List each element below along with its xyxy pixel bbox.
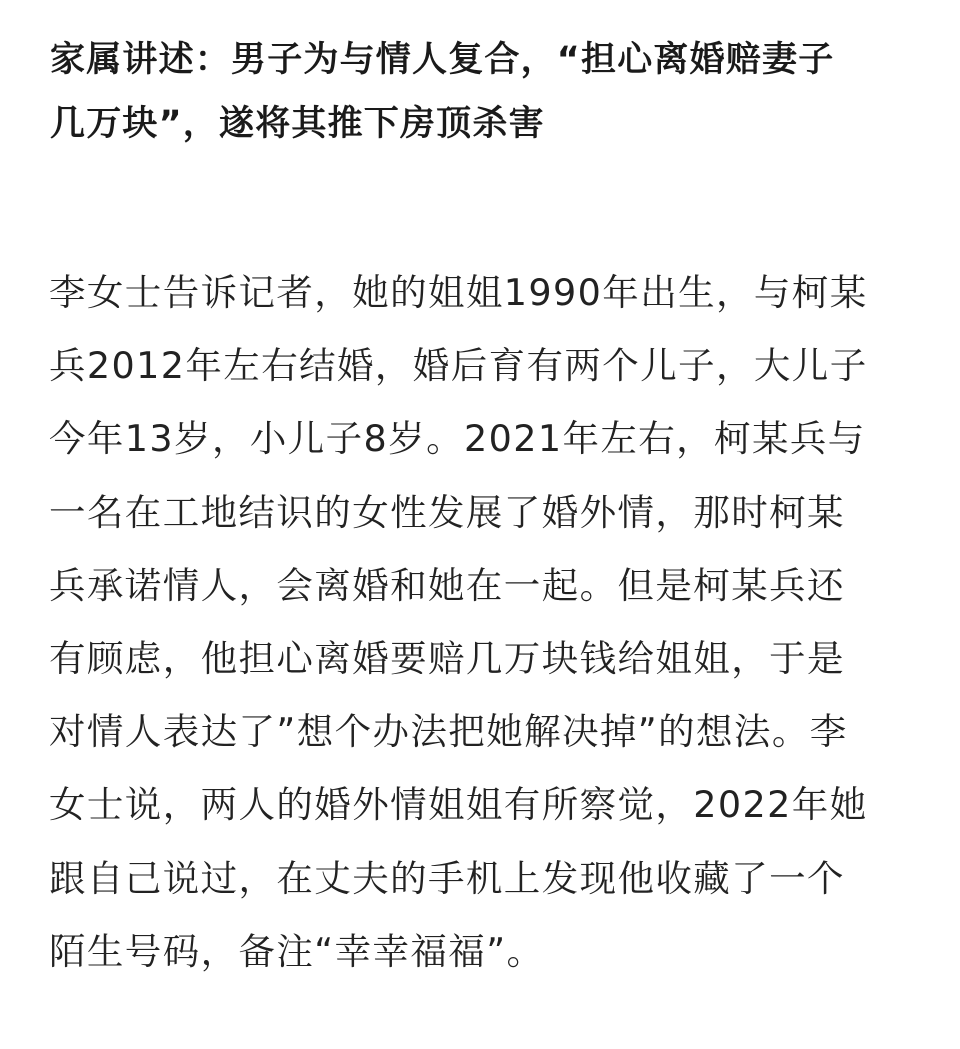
body-line: 兵承诺情人，会离婚和她在一起。但是柯某兵还 [49, 563, 845, 607]
title-line: 几万块”，遂将其推下房顶杀害 [50, 104, 545, 144]
title-line: 家属讲述：男子为与情人复合，“担心离婚赔妻子 [50, 40, 835, 80]
body-line: 今年13岁，小儿子8岁。2021年左右，柯某兵与 [49, 417, 866, 461]
body-line: 女士说，两人的婚外情姐姐有所察觉，2022年她 [49, 783, 868, 827]
body-line: 对情人表达了”想个办法把她解决掉”的想法。李 [49, 710, 848, 754]
body-line: 有顾虑，他担心离婚要赔几万块钱给姐姐，于是 [49, 637, 845, 681]
article-title [50, 28, 920, 156]
body-line: 一名在工地结识的女性发展了婚外情，那时柯某 [49, 490, 845, 534]
body-line: 兵2012年左右结婚，婚后育有两个儿子，大儿子 [49, 344, 868, 388]
body-line: 陌生号码，备注“幸幸福福”。 [49, 929, 545, 973]
body-line: 李女士告诉记者，她的姐姐1990年出生，与柯某 [49, 271, 868, 314]
body-line: 跟自己说过，在丈夫的手机上发现他收藏了一个 [49, 856, 845, 900]
article-body [49, 256, 929, 988]
